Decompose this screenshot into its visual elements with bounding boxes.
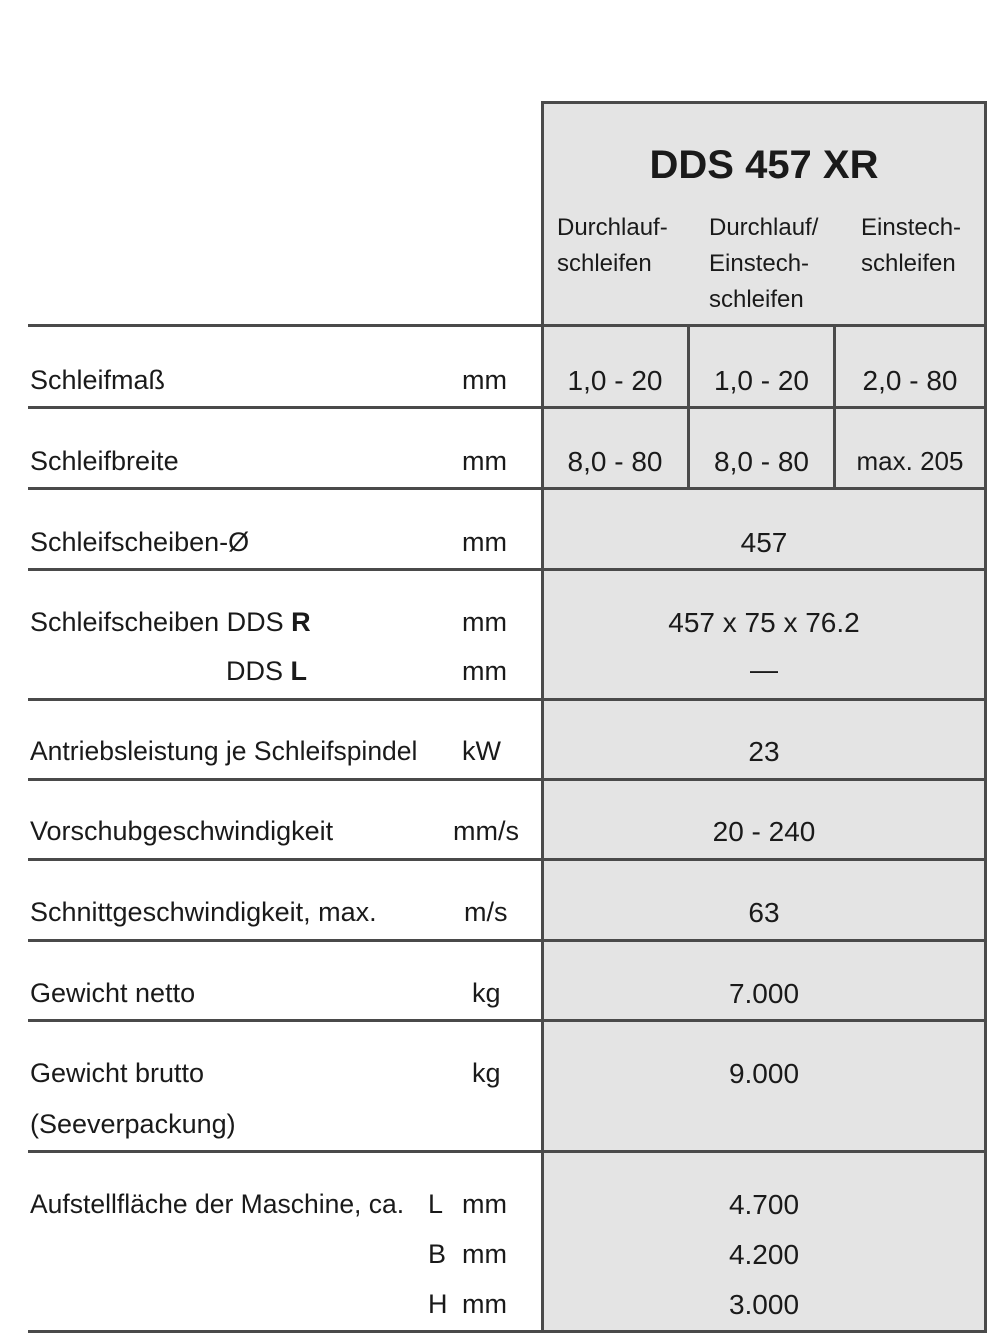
value-cell: 457	[740, 527, 788, 558]
value-cell: 457 x 75 x 76.2	[668, 607, 860, 638]
column-header-durchlauf-einstech	[709, 210, 818, 318]
column-header-durchlauf	[557, 210, 668, 282]
column-header-line: schleifen	[709, 286, 804, 313]
value-cell: max. 205	[856, 446, 964, 476]
row-label-schleifmass: Schleifmaß	[30, 365, 166, 395]
column-header-line: Einstech-	[861, 214, 962, 241]
row-rule	[28, 1150, 987, 1153]
value-cell: 63	[748, 897, 780, 928]
row-rule	[28, 487, 987, 490]
row-label-schleifbreite: Schleifbreite	[30, 446, 179, 476]
column-header-line: schleifen	[557, 250, 652, 277]
value-cell: 1,0 - 20	[714, 365, 809, 396]
row-label-schleifscheiben-dds-l	[226, 658, 307, 685]
column-header-einstech	[861, 210, 961, 282]
row-label-seeverpackung: (Seeverpackung)	[30, 1109, 236, 1139]
row-label-aufstellflaeche: Aufstellfläche der Maschine, ca.	[30, 1189, 405, 1219]
row-rule	[28, 568, 987, 571]
dimension-letter: H	[428, 1289, 448, 1319]
value-cell: 2,0 - 80	[862, 365, 958, 396]
value-cell: 4.700	[728, 1189, 800, 1220]
value-cell: 8,0 - 80	[567, 446, 663, 477]
column-header-line: schleifen	[861, 250, 956, 277]
row-rule	[28, 778, 987, 781]
row-unit: mm/s	[453, 816, 519, 846]
row-rule	[28, 858, 987, 861]
row-label-suffix: L	[290, 656, 308, 686]
row-unit: m/s	[464, 897, 508, 927]
row-unit: kg	[472, 978, 501, 1008]
row-unit: mm	[462, 527, 507, 557]
model-title: DDS 457 XR	[649, 143, 879, 187]
panel-right-border	[984, 103, 987, 1332]
row-rule	[28, 939, 987, 942]
row-label-gewicht-netto: Gewicht netto	[30, 978, 196, 1008]
row-unit: kW	[462, 736, 501, 766]
bottom-rule	[28, 1330, 987, 1333]
value-cell: 1,0 - 20	[567, 365, 663, 396]
value-cell: —	[750, 654, 778, 685]
value-cell: 4.200	[728, 1239, 800, 1270]
row-unit: mm	[462, 607, 507, 637]
column-header-line: Einstech-	[709, 250, 810, 277]
dimension-letter: L	[428, 1189, 444, 1219]
row-unit: mm	[462, 656, 507, 686]
value-cell: 23	[748, 736, 780, 767]
row-label-text: DDS	[226, 656, 284, 686]
row-unit: mm	[462, 1189, 507, 1219]
row-label-gewicht-brutto: Gewicht brutto	[30, 1058, 205, 1088]
row-unit: mm	[462, 365, 507, 395]
panel-left-border	[541, 103, 544, 1332]
column-header-line: Durchlauf/	[709, 214, 819, 241]
value-cell: 3.000	[728, 1289, 800, 1320]
row-label-schleifscheiben-dds-r	[30, 609, 311, 636]
dimension-letter: B	[428, 1239, 447, 1269]
row-rule	[28, 406, 987, 409]
value-cell: 8,0 - 80	[714, 446, 809, 477]
row-label-antriebsleistung: Antriebsleistung je Schleifspindel	[30, 736, 418, 766]
header-rule	[28, 324, 987, 327]
row-rule	[28, 698, 987, 701]
row-label-schnittgeschwindigkeit: Schnittgeschwindigkeit, max.	[30, 897, 377, 927]
row-rule	[28, 1019, 987, 1022]
value-cell: 20 - 240	[712, 816, 816, 847]
panel-top-border	[541, 101, 987, 104]
row-label-suffix: R	[291, 607, 311, 637]
row-label-text: Schleifscheiben DDS	[30, 607, 284, 637]
column-header-line: Durchlauf-	[557, 214, 668, 241]
row-unit: mm	[462, 1289, 507, 1319]
value-cell: 9.000	[728, 1058, 800, 1089]
row-label-vorschubgeschwindigkeit: Vorschubgeschwindigkeit	[30, 816, 334, 846]
value-cell: 7.000	[728, 978, 800, 1009]
row-label-schleifscheiben-durchmesser: Schleifscheiben-Ø	[30, 527, 250, 557]
row-unit: kg	[472, 1058, 501, 1088]
row-unit: mm	[462, 1239, 507, 1269]
row-unit: mm	[462, 446, 507, 476]
